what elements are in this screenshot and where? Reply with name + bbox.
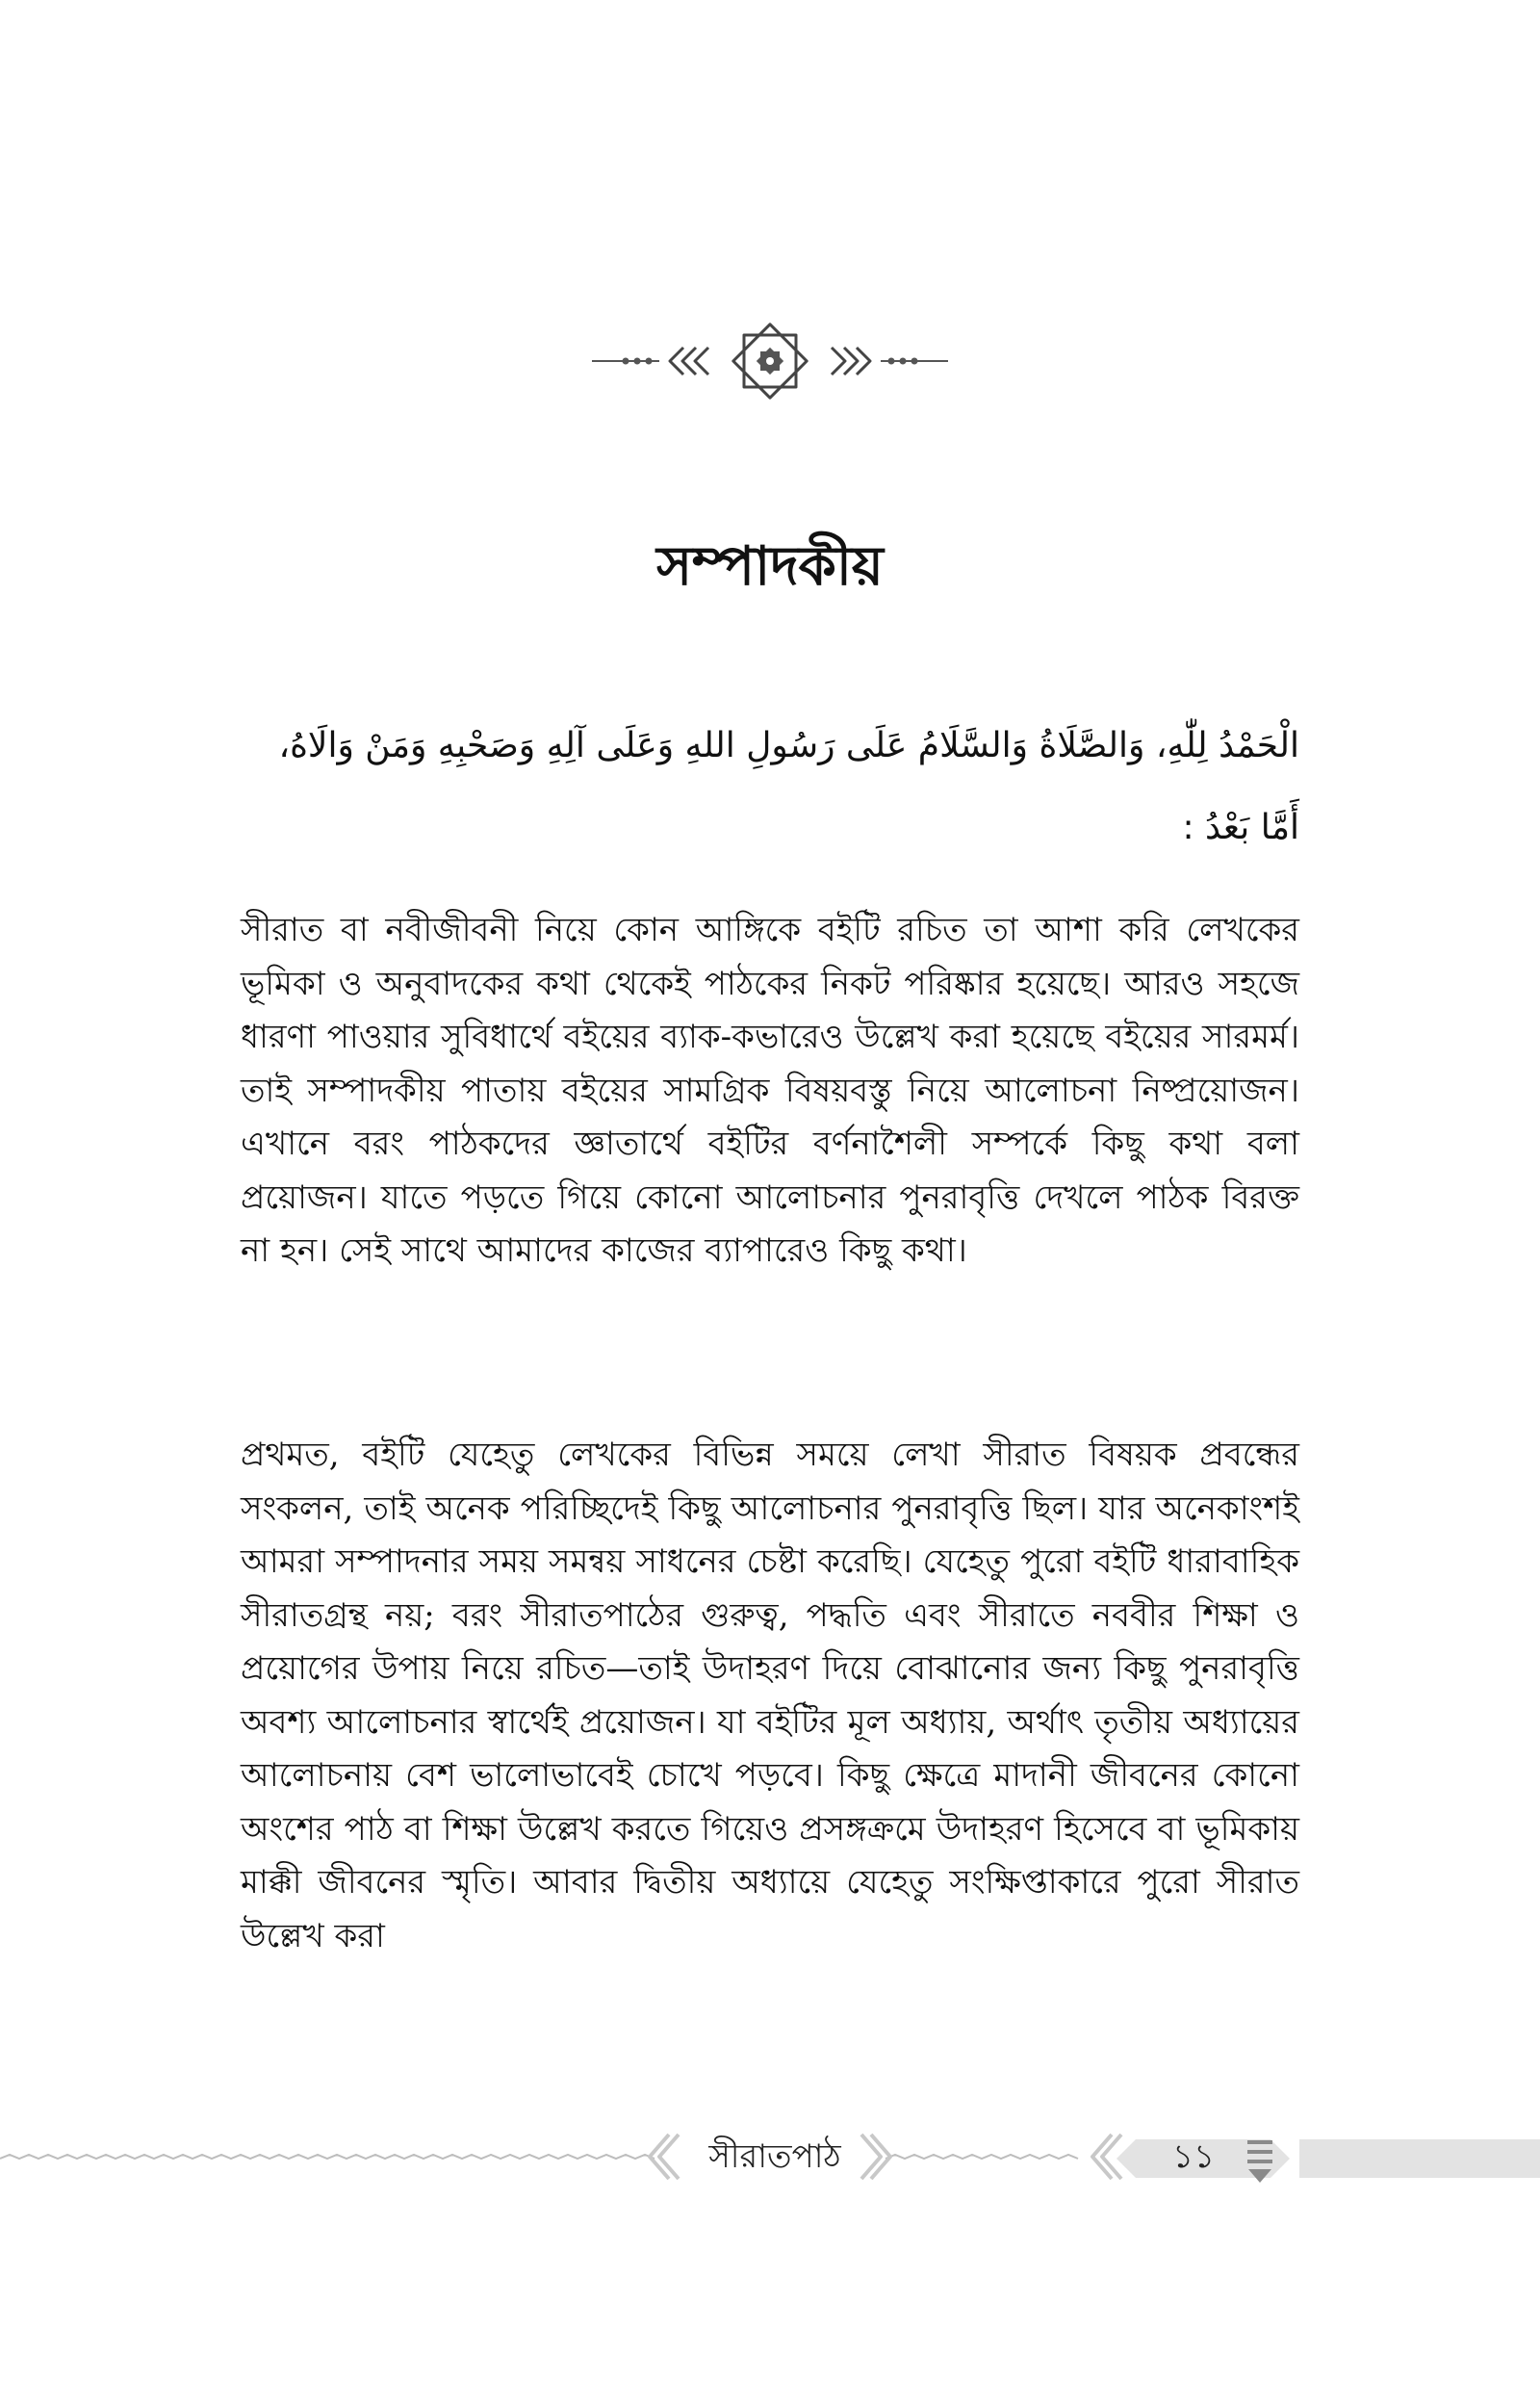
page-number: ১১ [1171,2137,1216,2176]
body-paragraph-2: প্রথমত, বইটি যেহেতু লেখকের বিভিন্ন সময়ে লেখা সীরাত বিষয়ক প্রবন্ধের সংকলন, তাই অনেক পরিচ্ছিদেই কিছু আলোচনার পুনরাবৃত্তি ছিল। যার অনেকাংশই আমরা সম্পাদনার সময় সমন্বয় সাধনের চেষ্টা করেছি। যেহেতু পুরো বইটি ধারাবাহিক সীরাতগ্রন্থ নয়; বরং সীরাতপাঠের গুরুত্ব, পদ্ধতি এবং সীরাতে নববীর শিক্ষা ও প্রয়োগের উপায় নিয়ে রচিত—তাই উদাহরণ দিয়ে বোঝানোর জন্য কিছু পুনরাবৃত্তি অবশ্য আলোচনার স্বার্থেই প্রয়োজন। যা বইটির মূল অধ্যায়, অর্থাৎ তৃতীয় অধ্যায়ের আলোচনায় বেশ ভালোভাবেই চোখে পড়বে। কিছু ক্ষেত্রে মাদানী জীবনের কোনো অংশের পাঠ বা শিক্ষা উল্লেখ করতে গিয়েও প্রসঙ্গক্রমে উদাহরণ হিসেবে বা ভূমিকায় মাক্কী জীবনের স্মৃতি। আবার দ্বিতীয় অধ্যায়ে যেহেতু সংক্ষিপ্তাকারে পুরো সীরাত উল্লেখ করা [241,1436,1299,1955]
page-footer [0,2123,1540,2190]
octagram-ornament-icon [587,313,953,409]
footer-book-title: সীরাতপাঠ [708,2137,841,2176]
body-paragraph-1: সীরাত বা নবীজীবনী নিয়ে কোন আঙ্গিকে বইটি রচিত তা আশা করি লেখকের ভূমিকা ও অনুবাদকের কথা থেকেই পাঠকের নিকট পরিষ্কার হয়েছে। আরও সহজে ধারণা পাওয়ার সুবিধার্থে বইয়ের ব্যাক-কভারেও উল্লেখ করা হয়েছে বইয়ের সারমর্ম। তাই সম্পাদকীয় পাতায় বইয়ের সামগ্রিক বিষয়বস্তু নিয়ে আলোচনা নিষ্প্রয়োজন। এখানে বরং পাঠকদের জ্ঞাতার্থে বইটির বর্ণনাশৈলী সম্পর্কে কিছু কথা বলা প্রয়োজন। যাতে পড়তে গিয়ে কোনো আলোচনার পুনরাবৃত্তি দেখলে পাঠক বিরক্ত না হন। সেই সাথে আমাদের কাজের ব্যাপারেও কিছু কথা। [241,911,1299,1270]
arabic-amma-bad: أَمَّا بَعْدُ : [1182,808,1299,847]
page-title: সম্পাদকীয় [656,534,884,598]
arabic-invocation: الْحَمْدُ لِلّٰهِ، وَالصَّلَاةُ وَالسَّلَامُ عَلَى رَسُولِ اللهِ وَعَلَى آلِهِ وَصَحْبِهِ وَمَنْ وَالَاهُ، [278,726,1299,765]
